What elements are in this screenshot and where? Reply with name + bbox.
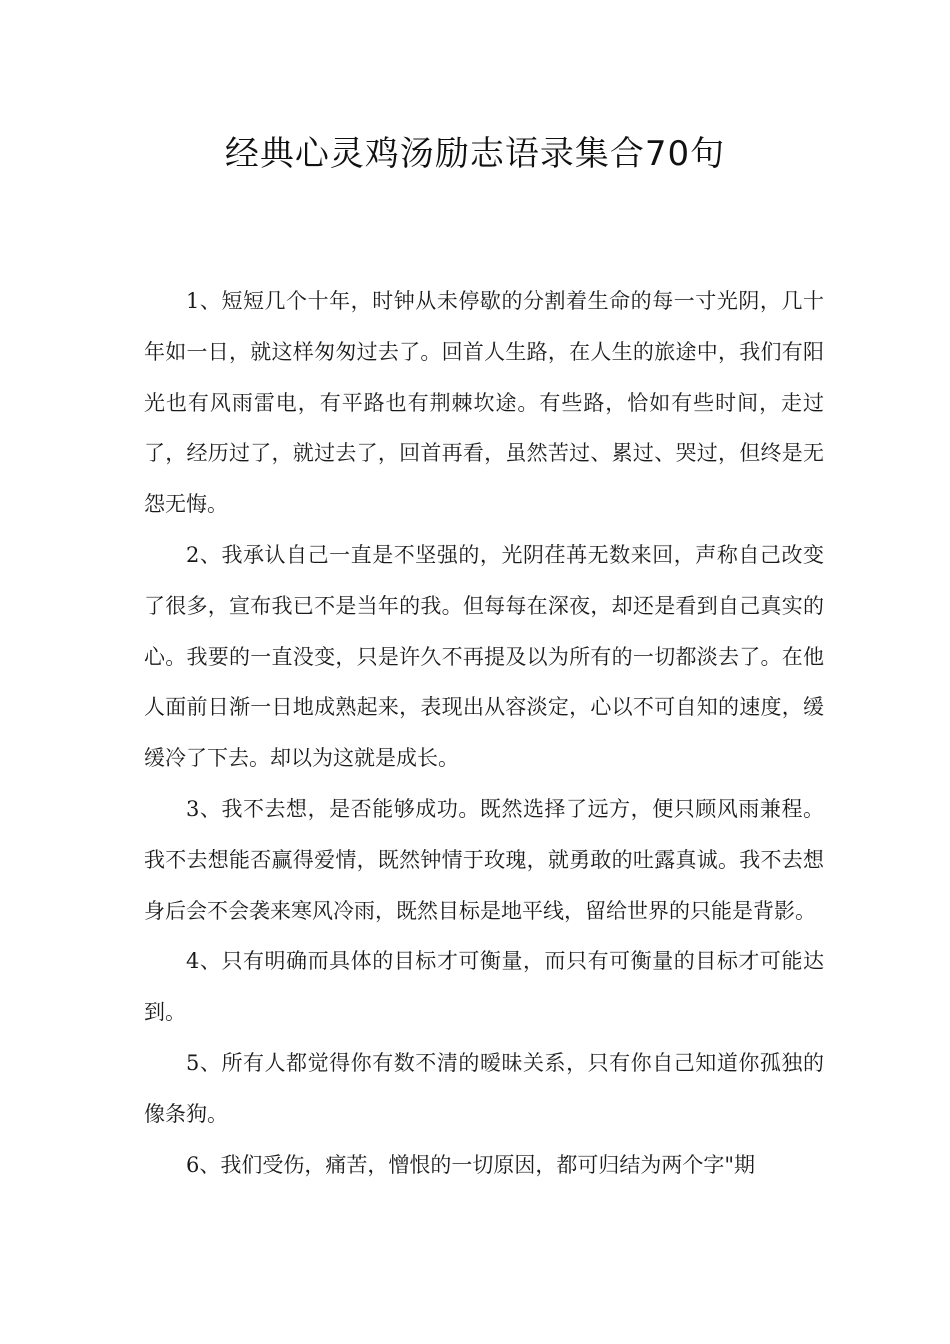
paragraph-4: 4、只有明确而具体的目标才可衡量，而只有可衡量的目标才可能达到。 <box>144 949 824 1025</box>
paragraph-5: 5、所有人都觉得你有数不清的暧昧关系，只有你自己知道你孤独的像条狗。 <box>144 1050 824 1126</box>
paragraph-2: 2、我承认自己一直是不坚强的，光阴荏苒无数来回，声称自己改变了很多，宣布我已不是当年的我。但每每在深夜，却还是看到自己真实的心。我要的一直没变，只是许久不再提及以为所有的一切都淡去了。在他人面前日渐一日地成熟起来，表现出从容淡定，心以不可自知的速度，缓缓冷了下去。却以为这就是成长。 <box>144 542 824 771</box>
paragraph-3: 3、我不去想，是否能够成功。既然选择了远方，便只顾风雨兼程。我不去想能否赢得爱情，既然钟情于玫瑰，就勇敢的吐露真诚。我不去想身后会不会袭来寒风冷雨，既然目标是地平线，留给世界的只能是背影。 <box>144 796 824 923</box>
paragraph-1: 1、短短几个十年，时钟从未停歇的分割着生命的每一寸光阴，几十年如一日，就这样匆匆过去了。回首人生路，在人生的旅途中，我们有阳光也有风雨雷电，有平路也有荆棘坎途。有些路，恰如有些时间，走过了，经历过了，就过去了，回首再看，虽然苦过、累过、哭过，但终是无怨无悔。 <box>144 289 824 517</box>
document-title: 经典心灵鸡汤励志语录集合70句 <box>224 134 726 174</box>
document-body <box>144 276 824 1190</box>
paragraph-6: 6、我们受伤，痛苦，憎恨的一切原因，都可归结为两个字"期 <box>186 1152 756 1177</box>
